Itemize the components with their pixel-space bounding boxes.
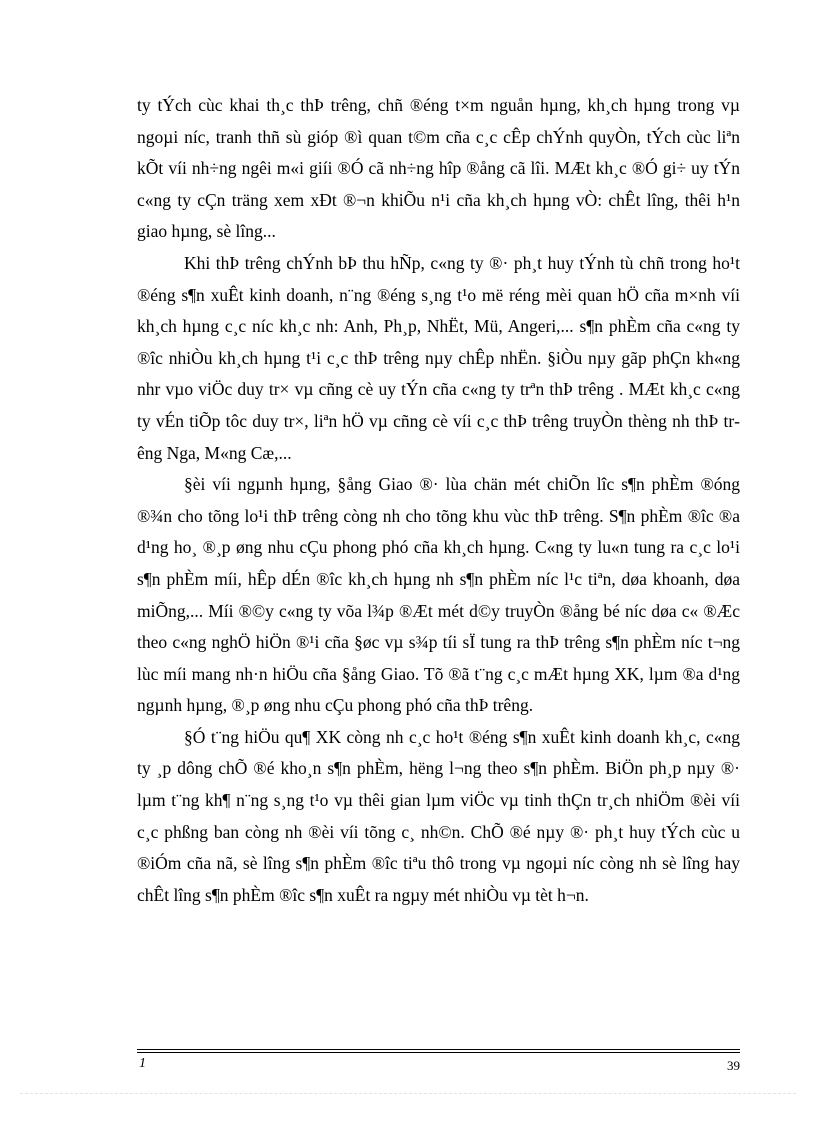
footer-left-mark: 1 [139,1056,146,1071]
paragraph-product-strategy: §èi víi ngµnh hµng, §ång Giao ®· lùa chän mét chiÕn lîc s¶n phÈm ®óng ®¾n cho tõng lo¹i thÞ trêng còng nh cho tõng khu vùc thÞ trêng. S¶n phÈm ®îc ®a d¹ng ho¸ ®¸p øng nhu cÇu phong phó cña kh¸ch hµng. C«ng ty lu«n tung ra c¸c lo¹i s¶n phÈm míi, hÊp dÉn ®îc kh¸ch hµng nh s¶n phÈm níc l¹c tiªn, døa khoanh, døa miÕng,... Míi ®©y c«ng ty võa l¾p ®Æt mét d©y truyÒn ®ång bé níc døa c« ®Æc theo c«ng nghÖ hiÖn ®¹i cña §øc vµ s¾p tíi sÏ tung ra thÞ trêng s¶n phÈm níc t¬ng lùc míi mang nh·n hiÖu cña §ång Giao. Tõ ®ã t¨ng c¸c mÆt hµng XK, lµm ®a d¹ng ngµnh hµng, ®¸p øng nhu cÇu phong phó cña thÞ trêng. [137,474,740,716]
body-text [137,90,740,911]
paragraph-efficiency: §Ó t¨ng hiÖu qu¶ XK còng nh c¸c ho¹t ®éng s¶n xuÊt kinh doanh kh¸c, c«ng ty ¸p dông chÕ ®é kho¸n s¶n phÈm, hëng l¬ng theo s¶n phÈm. BiÖn ph¸p nµy ®· lµm t¨ng kh¶ n¨ng s¸ng t¹o vµ thêi gian lµm viÖc vµ tinh thÇn tr¸ch nhiÖm ®èi víi c¸c phßng ban còng nh ®èi víi tõng c¸ nh©n. ChÕ ®é nµy ®· ph¸t huy tÝch cùc u ®iÓm cña nã, sè lîng s¶n phÈm ®îc tiªu thô trong vµ ngoµi níc còng nh sè lîng hay chÊt lîng s¶n phÈm ®îc s¶n xuÊt ra ngµy mét nhiÒu vµ tèt h¬n. [137,726,740,905]
page-number: 39 [727,1058,740,1073]
footer-rule-top [137,1049,740,1050]
page-edge-divider [20,1093,796,1094]
footer-rule-bottom [137,1052,740,1053]
paragraph-markets: Khi thÞ trêng chÝnh bÞ thu hÑp, c«ng ty ®· ph¸t huy tÝnh tù chñ trong ho¹t ®éng s¶n xuÊt kinh doanh, n¨ng ®éng s¸ng t¹o më réng mèi quan hÖ cña m×nh víi kh¸ch hµng c¸c níc kh¸c nh: Anh, Ph¸p, NhËt, Mü, Angeri,... s¶n phÈm cña c«ng ty ®îc nhiÒu kh¸ch hµng t¹i c¸c thÞ trêng nµy chÊp nhËn. §iÒu nµy gãp phÇn kh«ng nhr vµo viÖc duy tr× vµ cñng cè uy tÝn cña c«ng ty trªn thÞ trêng . MÆt kh¸c c«ng ty vÉn tiÕp tôc duy tr×, liªn hÖ vµ cñng cè víi c¸c thÞ trêng truyÒn thèng nh thÞ trêng Nga, M«ng Cæ,... [137,252,740,463]
paragraph-continuation: ty tÝch cùc khai th¸c thÞ trêng, chñ ®éng t×m nguån hµng, kh¸ch hµng trong vµ ngoµi níc, tranh thñ sù gióp ®ì quan t©m cña c¸c cÊp chÝnh quyÒn, tÝch cùc liªn kÕt víi nh÷ng ngêi m«i giíi ®Ó cã nh÷ng hîp ®ång cã lîi. MÆt kh¸c ®Ó gi÷ uy tÝn c«ng ty cÇn träng xem xÐt ®¬n khiÕu n¹i cña kh¸ch hµng vÒ: chÊt lîng, thêi h¹n giao hµng, sè lîng... [137,95,740,242]
